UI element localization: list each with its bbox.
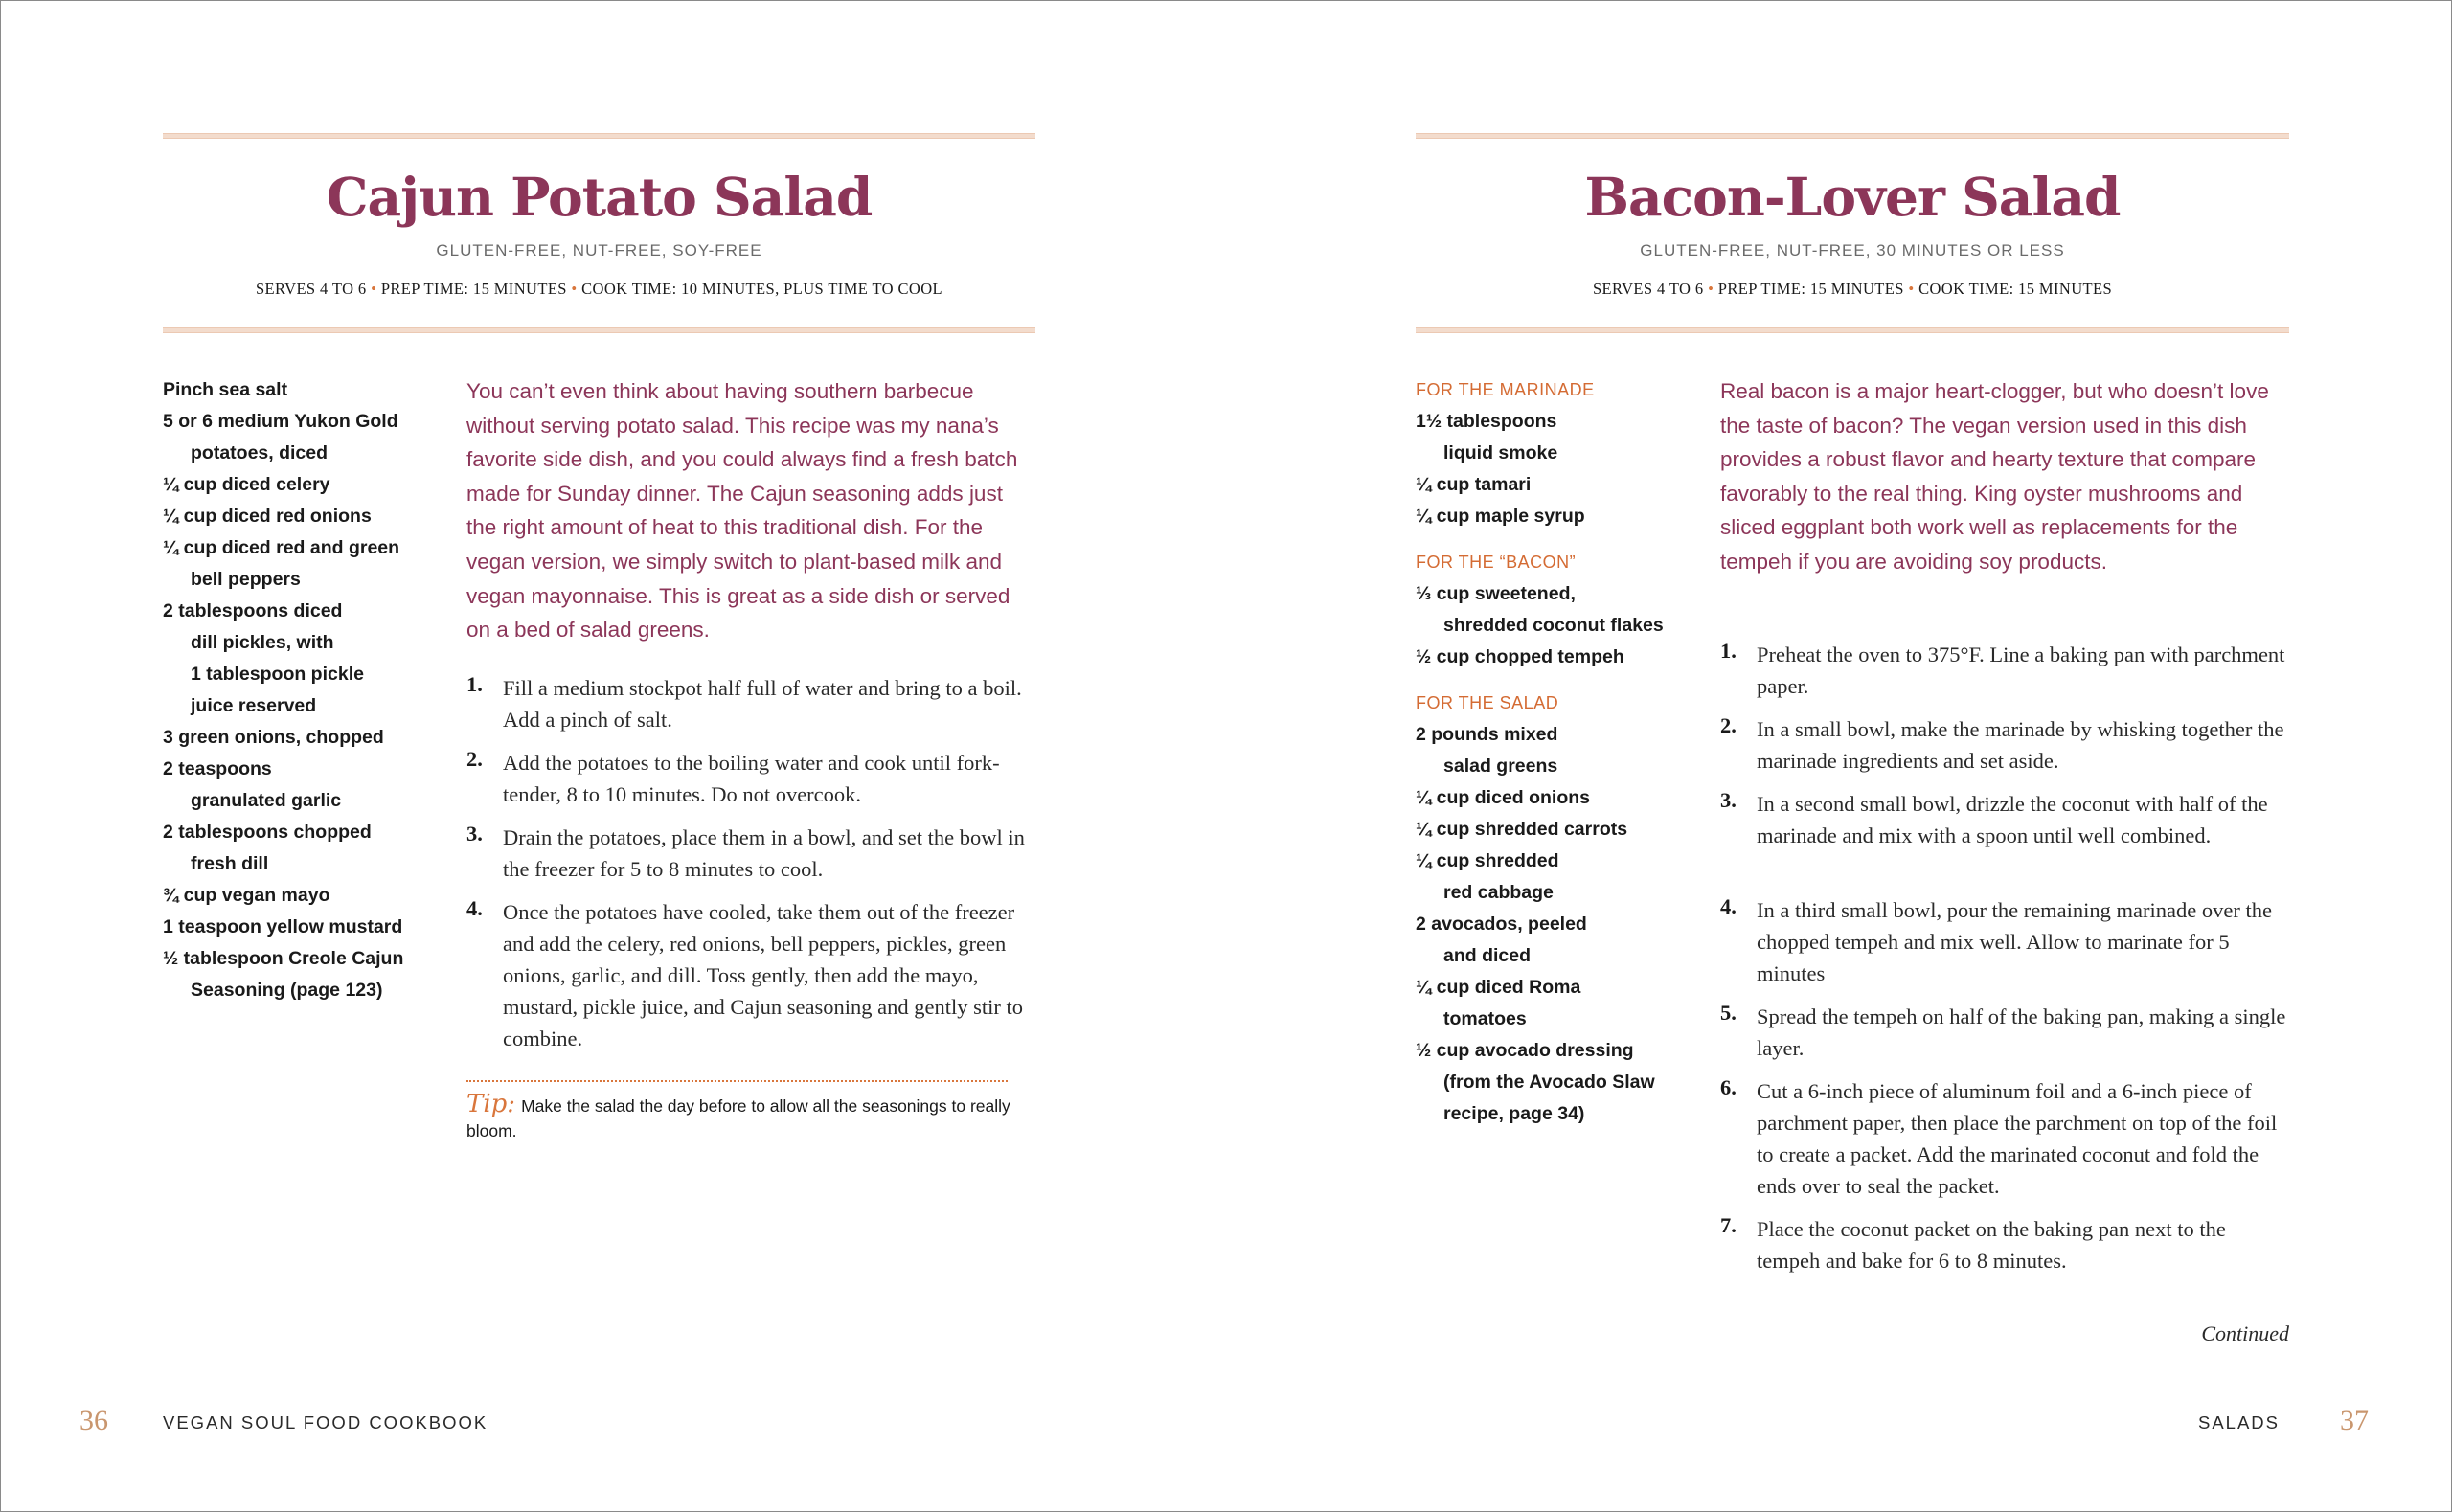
method-step (1720, 894, 2289, 989)
ingredient-item: ¼ cup tamari (1416, 474, 1532, 495)
ingredient-item: 2 teaspoons (163, 758, 272, 779)
ingredient-item: and diced (1443, 945, 1532, 966)
step-text: Once the potatoes have cooled, take them out of the freezer and add the celery, red onions, bell peppers, pickles, green onions, garlic, and dill. Toss gently, then add the mayo, mustard, pickle juice, and Cajun seasoning and gently stir to combine. (503, 900, 1024, 1050)
cook-time-text: COOK TIME: 10 MINUTES, PLUS TIME TO COOL (581, 280, 943, 298)
ingredient-list (1416, 374, 1703, 1130)
step-text: Spread the tempeh on half of the baking pan, making a single layer. (1757, 1004, 2286, 1060)
recipe-meta (1416, 280, 2289, 299)
ingredient-item: 3 green onions, chopped (163, 727, 384, 748)
ingredient-item: ¼ cup diced red and green (163, 537, 400, 558)
step-text: Cut a 6-inch piece of aluminum foil and a 6-inch piece of parchment paper, then place the parchment on top of the foil to create a packet. Add the marinated coconut and fold the ends over to seal the packet. (1757, 1079, 2278, 1198)
ingredient-item: ½ cup avocado dressing (1416, 1040, 1634, 1061)
ingredient-item: Pinch sea salt (163, 379, 288, 400)
method-step (1720, 639, 2289, 702)
step-number: 1. (1720, 639, 1737, 663)
step-number: 1. (466, 672, 483, 696)
tip-label: Tip: (466, 1090, 516, 1118)
dietary-tags: GLUTEN-FREE, NUT-FREE, 30 MINUTES OR LESS (1640, 241, 2065, 260)
ingredient-list (163, 374, 441, 1006)
step-text: Drain the potatoes, place them in a bowl, and set the bowl in the freezer for 5 to 8 minutes to cool. (503, 825, 1025, 881)
tip-box (466, 1092, 1022, 1143)
ingredient-item: juice reserved (191, 695, 317, 716)
step-text: Place the coconut packet on the baking pan next to the tempeh and bake for 6 to 8 minutes. (1757, 1217, 2226, 1273)
running-head: SALADS (2197, 1412, 2280, 1433)
step-text: Fill a medium stockpot half full of water and bring to a boil. Add a pinch of salt. (503, 676, 1022, 732)
ingredient-item: tomatoes (1443, 1008, 1527, 1029)
page-number: 37 (2340, 1405, 2369, 1436)
ingredient-item: salad greens (1443, 756, 1558, 777)
ingredient-item: liquid smoke (1443, 442, 1558, 463)
recipe-title: Bacon-Lover Salad (1584, 166, 2121, 228)
ingredient-item: 2 pounds mixed (1416, 724, 1558, 745)
ingredient-item: Seasoning (page 123) (191, 980, 383, 1001)
step-number: 2. (1720, 713, 1737, 737)
ingredient-item: ¼ cup diced red onions (163, 506, 372, 527)
method-step (1720, 1213, 2289, 1276)
step-number: 3. (466, 822, 483, 846)
serves-text: SERVES 4 TO 6 (255, 280, 367, 298)
ingredient-item: 1 tablespoon pickle (191, 664, 364, 685)
separator-dot: • (571, 280, 578, 298)
tip-divider (466, 1080, 1008, 1082)
ingredient-item: ¼ cup shredded carrots (1416, 819, 1628, 840)
tip-text: Make the salad the day before to allow all the seasonings to really bloom. (466, 1096, 1010, 1140)
separator-dot: • (1708, 280, 1714, 298)
recipe-meta (163, 280, 1035, 299)
intro-paragraph: Real bacon is a major heart-clogger, but who doesn’t love the taste of bacon? The vegan version used in this dish provides a robust flavor and hearty texture that compare favorably to the real thing. King oyster mushrooms and sliced eggplant both work well as replacements for the tempeh if you are avoiding soy products. (1720, 379, 2269, 574)
ingredient-item: dill pickles, with (191, 632, 334, 653)
ingredient-item: potatoes, diced (191, 442, 329, 463)
step-text: Add the potatoes to the boiling water and cook until fork-tender, 8 to 10 minutes. Do not overcook. (503, 751, 1000, 806)
intro-paragraph: You can’t even think about having southern barbecue without serving potato salad. This recipe was my nana’s favorite side dish, and you could always find a fresh batch made for Sunday dinner. The Cajun seasoning adds just the right amount of heat to this traditional dish. For the vegan version, we simply switch to plant-based milk and vegan mayonnaise. This is great as a side dish or served on a bed of salad greens. (466, 379, 1018, 643)
step-text: Preheat the oven to 375°F. Line a baking pan with parchment paper. (1757, 643, 2285, 698)
step-number: 6. (1720, 1075, 1737, 1099)
step-text: In a third small bowl, pour the remaining marinade over the chopped tempeh and mix well. Allow to marinate for 5 minutes (1757, 898, 2272, 985)
recipe-title: Cajun Potato Salad (326, 166, 873, 228)
page-number: 36 (79, 1405, 108, 1436)
step-number: 5. (1720, 1001, 1737, 1025)
ingredient-item: 2 tablespoons chopped (163, 822, 372, 843)
ingredient-item: ¾ cup vegan mayo (163, 885, 330, 906)
ingredient-item: shredded coconut flakes (1443, 615, 1664, 636)
continued-note: Continued (2201, 1321, 2289, 1345)
ingredient-item: ¼ cup diced Roma (1416, 977, 1581, 998)
prep-time-text: PREP TIME: 15 MINUTES (1717, 280, 1904, 298)
prep-time-text: PREP TIME: 15 MINUTES (380, 280, 567, 298)
ingredient-item: 2 avocados, peeled (1416, 914, 1587, 935)
method-step (1720, 713, 2289, 777)
ingredient-item: ⅓ cup sweetened, (1416, 583, 1576, 604)
ingredient-item: 5 or 6 medium Yukon Gold (163, 411, 398, 432)
ingredient-item: ¼ cup maple syrup (1416, 506, 1585, 527)
step-number: 4. (466, 896, 483, 920)
separator-dot: • (371, 280, 377, 298)
header-rule-bottom (1416, 327, 2289, 333)
ingredient-item: recipe, page 34) (1443, 1103, 1585, 1124)
ingredient-subheading-bacon: FOR THE “BACON” (1416, 553, 1577, 572)
running-head: VEGAN SOUL FOOD COOKBOOK (163, 1412, 488, 1433)
method-step (1720, 1001, 2289, 1064)
method-step (466, 747, 1035, 810)
method-step (1720, 1075, 2289, 1202)
ingredient-item: ¼ cup diced celery (163, 474, 330, 495)
ingredient-item: (from the Avocado Slaw (1443, 1072, 1655, 1093)
step-number: 4. (1720, 894, 1737, 918)
serves-text: SERVES 4 TO 6 (1592, 280, 1704, 298)
ingredient-item: 1 teaspoon yellow mustard (163, 916, 403, 937)
ingredient-item: 1½ tablespoons (1416, 411, 1557, 432)
ingredient-item: ½ cup chopped tempeh (1416, 646, 1624, 667)
separator-dot: • (1908, 280, 1915, 298)
ingredient-item: ¼ cup shredded (1416, 850, 1559, 871)
step-number: 3. (1720, 788, 1737, 812)
header-rule-bottom (163, 327, 1035, 333)
header-rule-top (163, 133, 1035, 139)
method-step (1720, 788, 2289, 851)
ingredient-item: ¼ cup diced onions (1416, 787, 1591, 808)
ingredient-item: ½ tablespoon Creole Cajun (163, 948, 404, 969)
dietary-tags: GLUTEN-FREE, NUT-FREE, SOY-FREE (436, 241, 762, 260)
step-text: In a small bowl, make the marinade by whisking together the marinade ingredients and set aside. (1757, 717, 2284, 773)
method-step (466, 896, 1035, 1054)
header-rule-top (1416, 133, 2289, 139)
method-step (466, 672, 1035, 735)
method-step (466, 822, 1035, 885)
ingredient-item: granulated garlic (191, 790, 342, 811)
step-number: 7. (1720, 1213, 1737, 1237)
ingredient-item: red cabbage (1443, 882, 1554, 903)
ingredient-subheading-marinade: FOR THE MARINADE (1416, 380, 1595, 399)
ingredient-item: bell peppers (191, 569, 301, 590)
right-page (1226, 0, 2452, 1512)
ingredient-item: 2 tablespoons diced (163, 600, 343, 621)
step-text: In a second small bowl, drizzle the coconut with half of the marinade and mix with a spoon until well combined. (1757, 792, 2268, 847)
ingredient-item: fresh dill (191, 853, 269, 874)
step-number: 2. (466, 747, 483, 771)
cook-time-text: COOK TIME: 15 MINUTES (1918, 280, 2113, 298)
ingredient-subheading-salad: FOR THE SALAD (1416, 693, 1559, 712)
